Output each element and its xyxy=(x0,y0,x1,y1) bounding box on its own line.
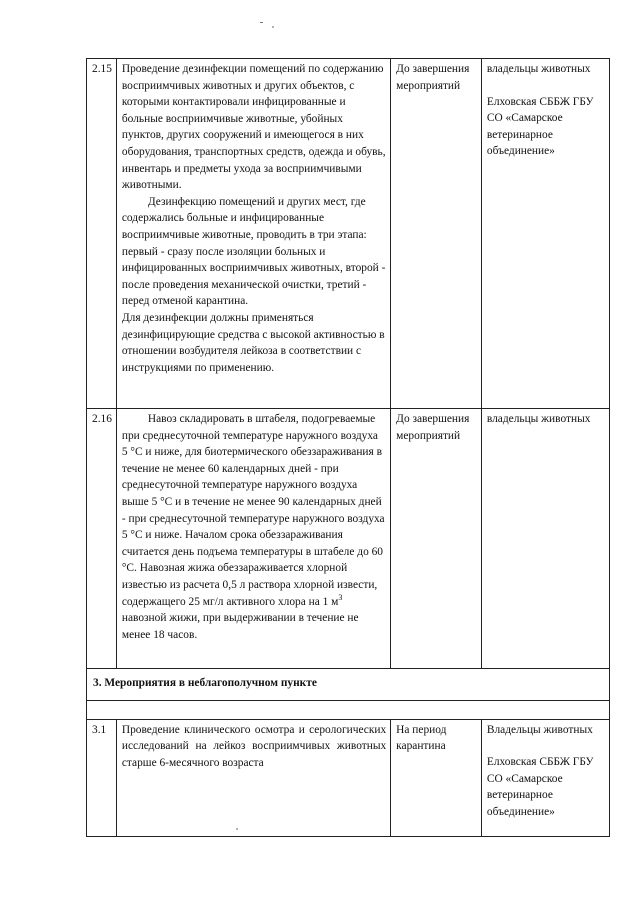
table-row xyxy=(87,409,610,669)
measure-term: До завершения мероприятий xyxy=(391,409,482,669)
superscript: 3 xyxy=(338,592,343,602)
responsible-party: владельцы животных xyxy=(486,63,591,75)
description-paragraph: Для дезинфекции должны применяться дезинфицирующие средства с высокой активностью в отношении возбудителя лейкоза в соответствии с инструкциями по применению. xyxy=(121,311,385,374)
measure-description: Проведение клинического осмотра и серологических исследований на лейкоз восприимчивых животных старше 6-месячного возраста xyxy=(116,719,390,836)
measure-responsible xyxy=(481,719,609,836)
row-number: 3.1 xyxy=(87,719,117,836)
responsible-party: Владельцы животных xyxy=(486,723,593,736)
table-row xyxy=(87,59,610,409)
description-paragraph: Дезинфекцию помещений и других мест, где содержались больные и инфицированные восприимчивые животные, проводить в три этапа: первый - сразу после изоляции больных и инфицированных восприимчивых животных, второй - после проведения механической очистки, третий - перед отменой карантина. xyxy=(121,195,386,308)
description-paragraph: Навоз складировать в штабеля, подогреваемые при среднесуточной температуре наружного воздуха 5 °С и ниже, для биотермического обеззараживания в течение не менее 60 календарных дней - при среднесуточной температуре наружного воздуха выше 5 °С и в течение не менее 90 календарных дней - при среднесуточной температуре наружного воздуха 5 °С и ниже. Началом срока обеззараживания считается день подъема температуры в штабеле до 60 °С. Навозная жижа обеззараживается хлорной известью из расчета 0,5 л раствора хлорной извести, содержащего 25 мг/л активного хлора на 1 м xyxy=(121,413,385,608)
measures-table xyxy=(86,58,610,837)
measure-term: До завершения мероприятий xyxy=(391,59,482,409)
responsible-party: Елховская СББЖ ГБУ СО «Самарское ветеринарное объединение» xyxy=(486,756,594,818)
description-paragraph: Проведение дезинфекции помещений по содержанию восприимчивых животных и других объектов, с которыми контактировали инфицированные и больные восприимчивые животные, убойных пунктов, других сооружений и имеющегося в них оборудования, транспортных средств, одежда и обувь, инвентарь и предметы ухода за восприимчивыми животными. xyxy=(121,63,386,192)
spacer-row xyxy=(87,700,610,719)
scan-speck xyxy=(272,26,274,28)
row-number: 2.15 xyxy=(87,59,117,409)
measure-responsible xyxy=(481,409,609,669)
row-number: 2.16 xyxy=(87,409,117,669)
measure-responsible xyxy=(481,59,609,409)
measure-description xyxy=(116,409,390,669)
section-title: 3. Мероприятия в неблагополучном пункте xyxy=(87,669,610,701)
description-tail: навозной жижи, при выдерживании в течение не менее 18 часов. xyxy=(121,612,359,641)
measure-term: На период карантина xyxy=(391,719,482,836)
responsible-party: владельцы животных xyxy=(486,413,591,425)
scan-mark xyxy=(260,22,263,23)
section-row xyxy=(87,669,610,701)
responsible-party: Елховская СББЖ ГБУ СО «Самарское ветеринарное объединение» xyxy=(486,95,594,158)
measure-description xyxy=(116,59,390,409)
table-row xyxy=(87,719,610,836)
